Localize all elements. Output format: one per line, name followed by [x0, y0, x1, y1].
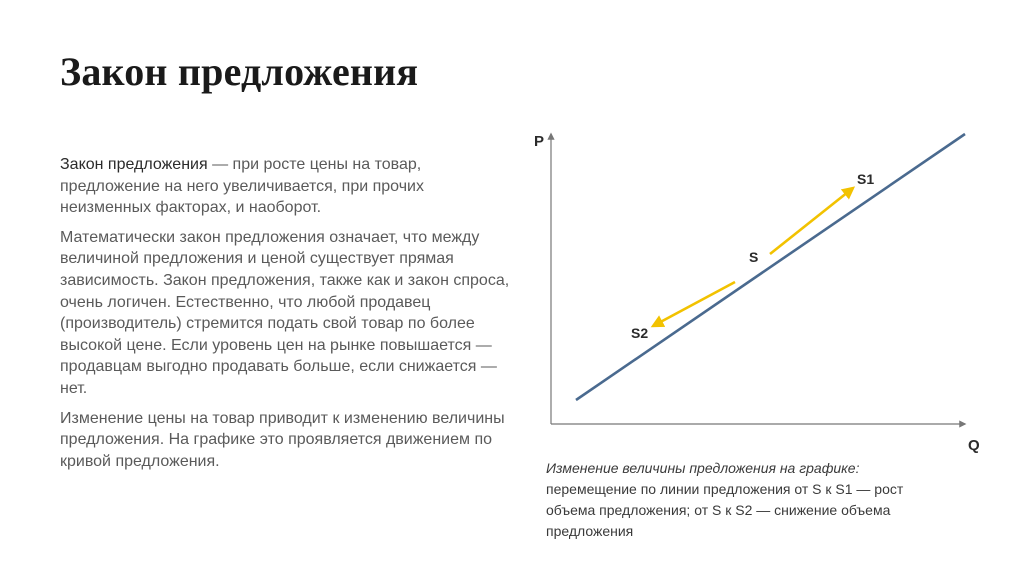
caption-lead: Изменение величины предложения на графике: [546, 460, 860, 476]
paragraph-explanation: Математически закон предложения означает, что между величиной предложения и ценой существует прямая зависимость. Закон предложения, также как и закон спроса, очень логичен. Естественно, что любой продавец (производитель) стремится подать свой товар по более высокой цене. Если уровень цен на рынке повышается — продавцам выгодно продавать больше, если снижается — нет. [60, 228, 510, 397]
point-s-label: S [749, 249, 759, 265]
paragraph-definition [60, 154, 512, 219]
law-term: Закон предложения [60, 156, 208, 173]
supply-curve [576, 134, 965, 400]
point-s2-label: S2 [631, 325, 649, 341]
definition-text: — при росте цены на товар, предложение на него увеличивается, при прочих неизменных факторах, и наоборот. [60, 156, 424, 217]
paragraph-graph-note: Изменение цены на товар приводит к изменению величины предложения. На графике это проявляется движением по кривой предложения. [60, 409, 505, 470]
x-axis-label: Q [968, 437, 980, 454]
y-axis-label: P [534, 133, 545, 150]
slide-title: Закон предложения [60, 49, 419, 94]
point-s1-label: S1 [857, 171, 875, 187]
caption-text: перемещение по линии предложения от S к S1 — рост объема предложения; от S к S2 — снижение объема предложения [546, 481, 904, 539]
arrow-to-s1 [770, 188, 853, 254]
supply-diagram [520, 120, 1000, 465]
diagram-caption [546, 458, 956, 542]
body-text [60, 154, 512, 480]
